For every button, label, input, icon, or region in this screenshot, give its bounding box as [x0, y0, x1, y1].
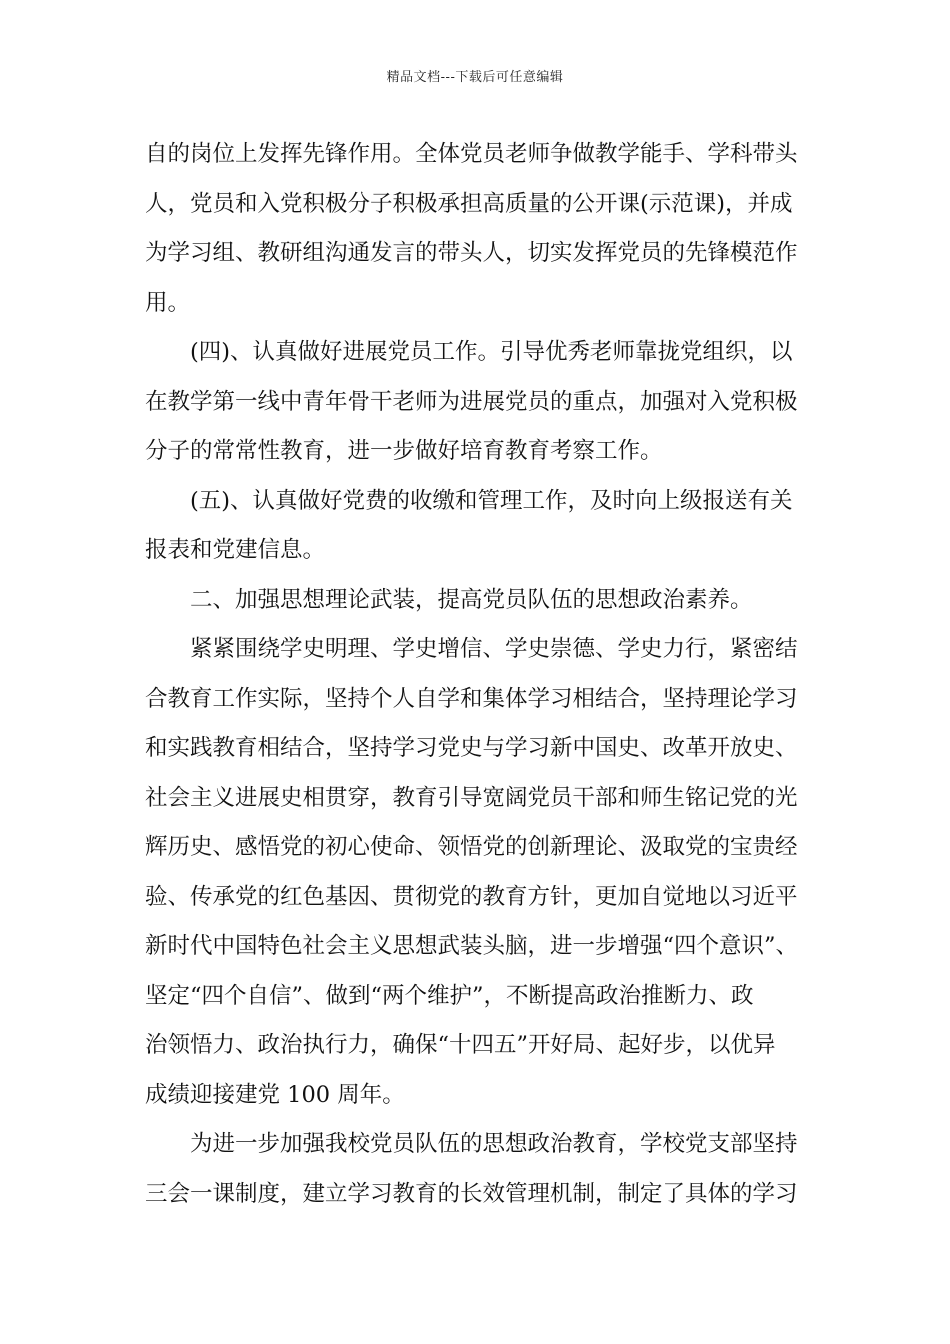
text-line: 社会主义进展史相贯穿，教育引导宽阔党员干部和师生铭记党的光 — [145, 784, 798, 811]
document-body — [145, 130, 825, 1219]
text-line: 分子的常常性教育，进一步做好培育教育考察工作。 — [145, 438, 663, 464]
text-line: 三会一课制度，建立学习教育的长效管理机制，制定了具体的学习 — [145, 1180, 798, 1207]
text-line: 辉历史、感悟党的初心使命、领悟党的创新理论、汲取党的宝贵经 — [145, 834, 798, 860]
text-line: 成绩迎接建党 100 周年。 — [145, 1081, 405, 1108]
text-line: 自的岗位上发挥先锋作用。全体党员老师争做教学能手、学科带头 — [145, 141, 798, 167]
text-line: 为学习组、教研组沟通发言的带头人，切实发挥党员的先锋模范作 — [145, 240, 798, 266]
text-line: 人，党员和入党积极分子积极承担高质量的公开课(示范课)，并成 — [145, 190, 793, 217]
text-line: 新时代中国特色社会主义思想武装头脑，进一步增强“四个意识”、 — [145, 933, 799, 959]
page-header: 精品文档---下载后可任意编辑 — [386, 70, 564, 85]
text-line: 验、传承党的红色基因、贯彻党的教育方针，更加自觉地以习近平 — [145, 883, 798, 910]
text-line: 二、加强思想理论武装，提高党员队伍的思想政治素养。 — [190, 586, 753, 613]
text-line: (四)、认真做好进展党员工作。引导优秀老师靠拢党组织，以 — [190, 339, 793, 365]
text-line: (五)、认真做好党费的收缴和管理工作，及时向上级报送有关 — [190, 487, 793, 514]
text-line: 和实践教育相结合，坚持学习党史与学习新中国史、改革开放史、 — [145, 735, 798, 761]
text-line: 用。 — [145, 289, 191, 316]
text-line: 合教育工作实际，坚持个人自学和集体学习相结合，坚持理论学习 — [145, 685, 798, 712]
text-line: 报表和党建信息。 — [145, 537, 326, 563]
text-line: 坚定“四个自信”、做到“两个维护”，不断提高政治推断力、政 — [145, 982, 754, 1009]
text-line: 为进一步加强我校党员队伍的思想政治教育，学校党支部坚持 — [190, 1131, 798, 1157]
text-line: 治领悟力、政治执行力，确保“十四五”开好局、起好步，以优异 — [145, 1032, 776, 1058]
text-line: 紧紧围绕学史明理、学史增信、学史崇德、学史力行，紧密结 — [190, 636, 798, 662]
text-line: 在教学第一线中青年骨干老师为进展党员的重点，加强对入党积极 — [145, 388, 798, 415]
